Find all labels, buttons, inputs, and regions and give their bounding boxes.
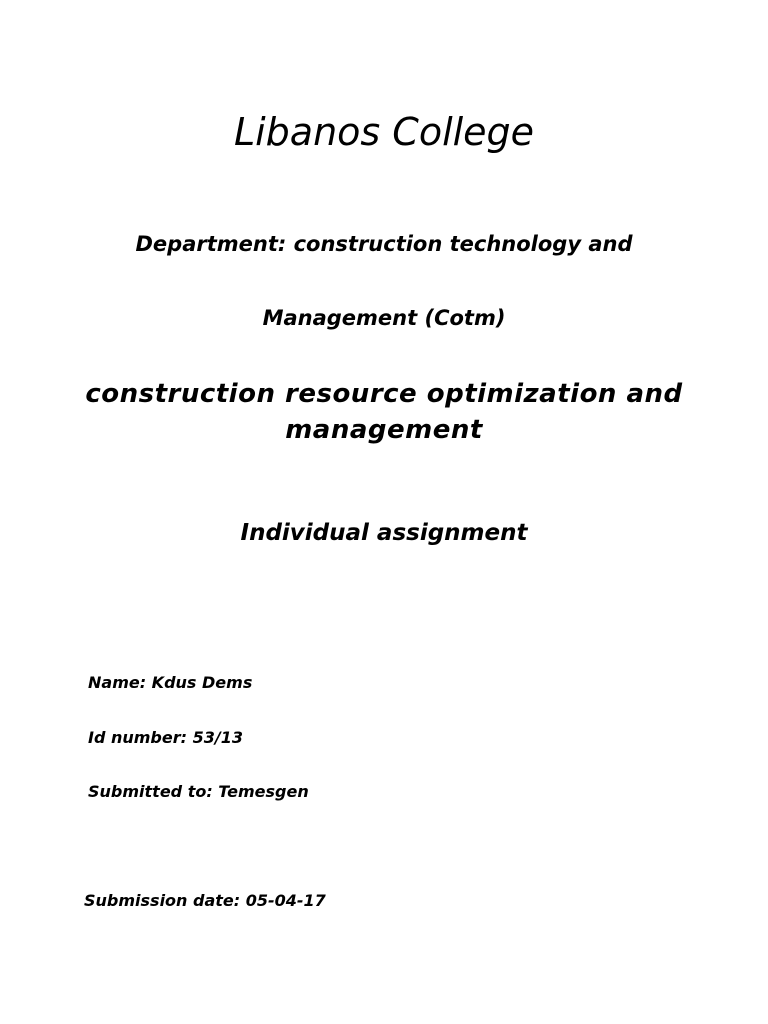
assignment-type: Individual assignment <box>240 520 528 546</box>
submitted-to: Submitted to: Temesgen <box>88 782 309 801</box>
submission-date: Submission date: 05-04-17 <box>84 891 326 910</box>
course-title-line-2: management <box>285 415 483 445</box>
college-title: Libanos College <box>233 110 535 154</box>
course-title-line-1: construction resource optimization and <box>85 379 683 409</box>
department-line-1: Department: construction technology and <box>135 232 633 256</box>
student-name: Name: Kdus Dems <box>88 673 253 692</box>
course-title <box>0 376 768 448</box>
department-line-2: Management (Cotm) <box>262 306 506 330</box>
student-id-number: Id number: 53/13 <box>88 728 243 747</box>
